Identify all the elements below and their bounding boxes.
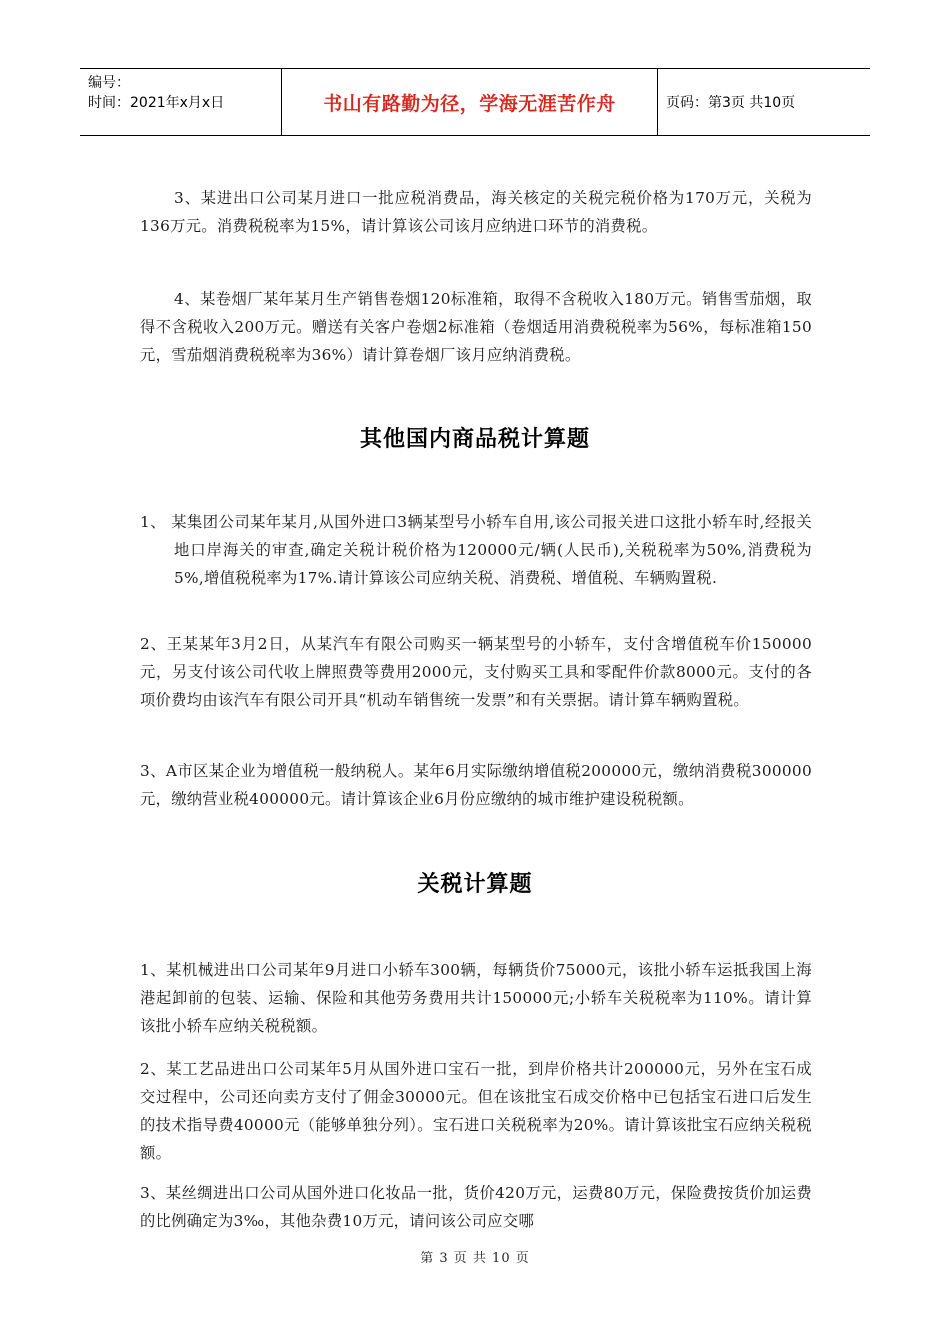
number-label: 编号： — [88, 75, 130, 91]
header-page-number: 页码：第3页 共10页 — [666, 95, 796, 111]
section-title-customs: 关税计算题 — [417, 872, 533, 897]
customs-question-1: 1、某机械进出口公司某年9月进口小轿车300辆，每辆货价75000元，该批小轿车运抵我国上海港起卸前的包装、运输、保险和其他劳务费用共计150000元;小轿车关税税率为110%。请计算该批小轿车应纳关税税额。 — [140, 961, 812, 1035]
other-question-3: 3、A市区某企业为增值税一般纳税人。某年6月实际缴纳增值税200000元，缴纳消费税300000元，缴纳营业税400000元。请计算该企业6月份应缴纳的城市维护建设税税额。 — [140, 762, 812, 808]
consumption-question-4: 4、某卷烟厂某年某月生产销售卷烟120标准箱，取得不含税收入180万元。销售雪茄烟，取得不含税收入200万元。赠送有关客户卷烟2标准箱（卷烟适用消费税税率为56%，每标准箱150元，雪茄烟消费税税率为36%）请计算卷烟厂该月应纳消费税。 — [140, 290, 812, 364]
header-table — [80, 68, 870, 136]
customs-question-2: 2、某工艺品进出口公司某年5月从国外进口宝石一批，到岸价格共计200000元，另外在宝石成交过程中，公司还向卖方支付了佣金30000元。但在该批宝石成交价格中已包括宝石进口后发生的技术指导费40000元（能够单独分列）。宝石进口关税税率为20%。请计算该批宝石应纳关税税额。 — [140, 1060, 812, 1162]
consumption-question-3: 3、某进出口公司某月进口一批应税消费品，海关核定的关税完税价格为170万元，关税为136万元。消费税税率为15%，请计算该公司该月应纳进口环节的消费税。 — [140, 189, 812, 235]
time-label: 时间：2021年x月x日 — [88, 95, 225, 111]
other-question-2: 2、王某某年3月2日，从某汽车有限公司购买一辆某型号的小轿车，支付含增值税车价150000元，另支付该公司代收上牌照费等费用2000元，支付购买工具和零配件价款8000元。支付的各项价费均由该汽车有限公司开具“机动车销售统一发票”和有关票据。请计算车辆购置税。 — [140, 635, 812, 709]
customs-question-3: 3、某丝绸进出口公司从国外进口化妆品一批，货价420万元，运费80万元，保险费按货价加运费的比例确定为3‰，其他杂费10万元，请问该公司应交哪 — [140, 1184, 812, 1230]
other-question-1: 1、 某集团公司某年某月,从国外进口3辆某型号小轿车自用,该公司报关进口这批小轿车时,经报关地口岸海关的审查,确定关税计税价格为120000元/辆(人民币),关税税率为50%,消费税为5%,增值税税率为17%.请计算该公司应纳关税、消费税、增值税、车辆购置税. — [140, 513, 812, 587]
header-motto: 书山有路勤为径，学海无涯苦作舟 — [282, 69, 658, 135]
header-meta — [80, 69, 282, 135]
section-title-other-taxes: 其他国内商品税计算题 — [359, 427, 590, 452]
page-footer: 第 3 页 共 10 页 — [420, 1251, 530, 1266]
